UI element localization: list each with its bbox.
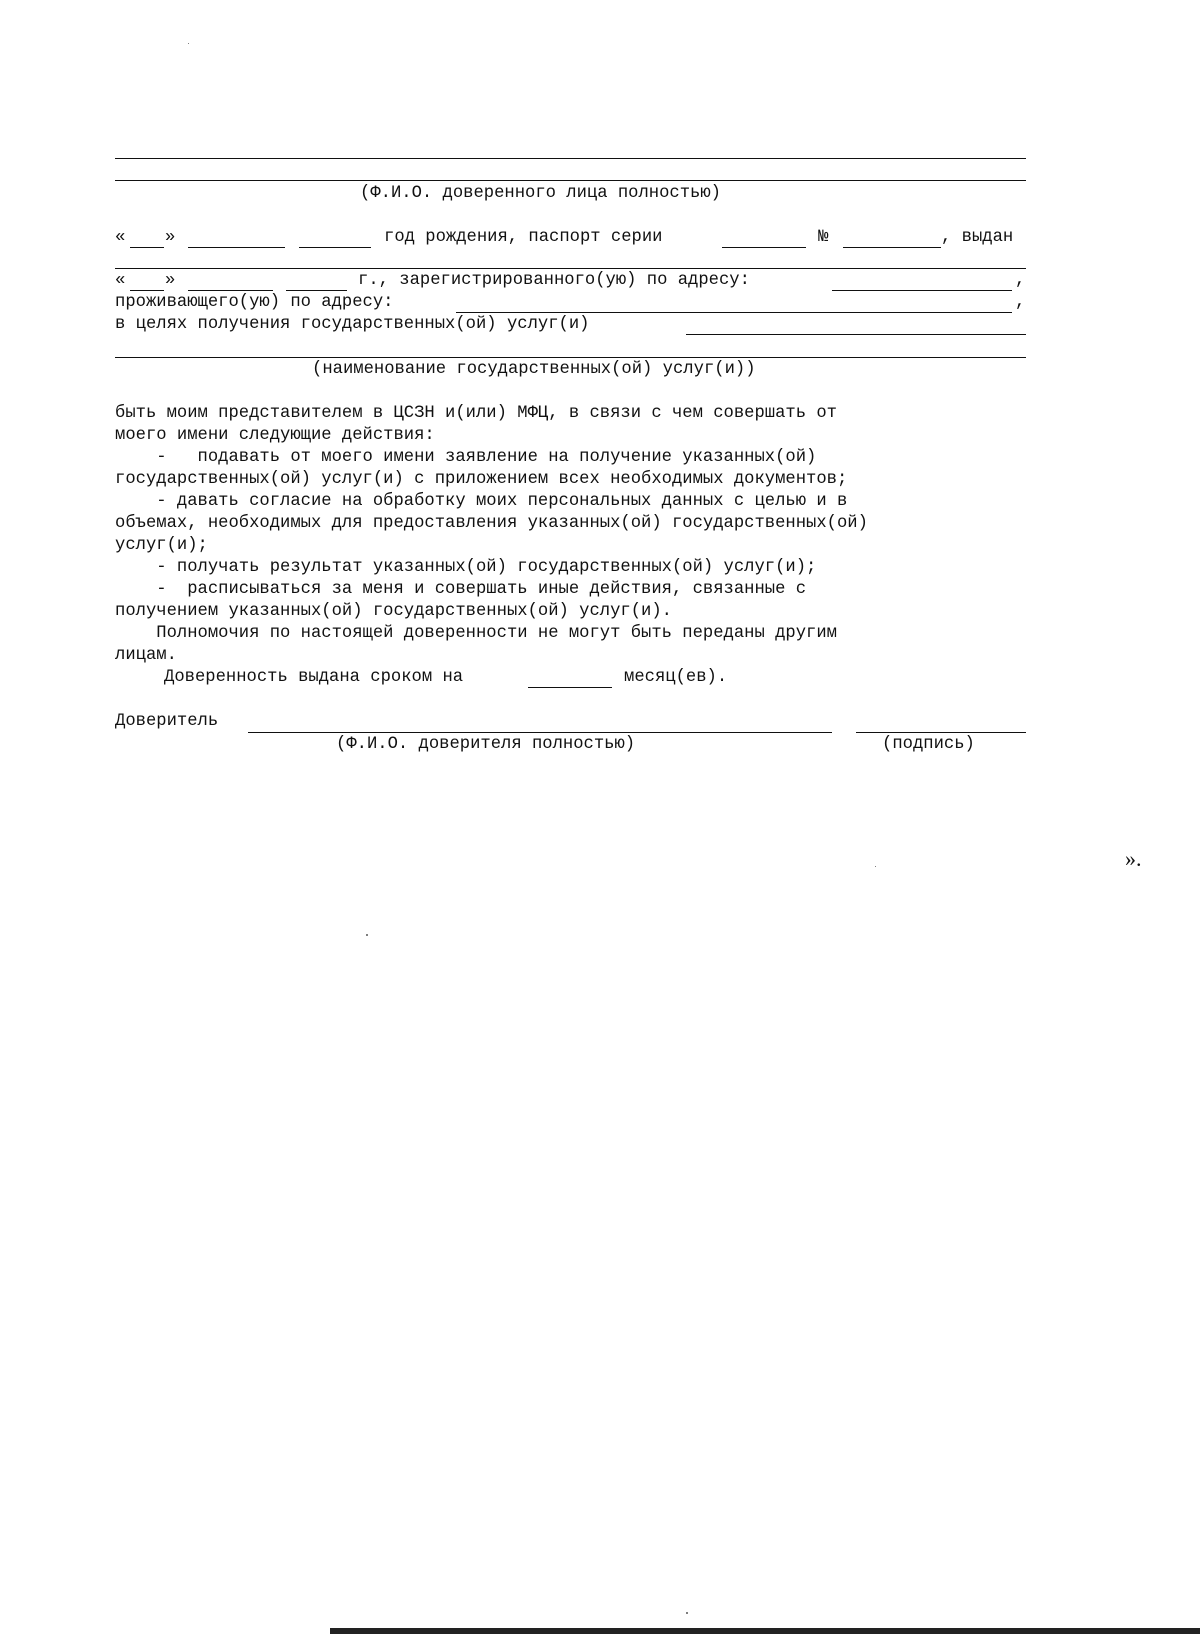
registration-text: г., зарегистрированного(ую) по адресу: [358,271,750,290]
number-sign: № [818,228,829,247]
row1-month-blank[interactable] [188,247,285,248]
services-name-line[interactable] [115,357,1026,358]
residence-address-blank[interactable] [456,312,1012,313]
trustee-name-line-2[interactable] [115,180,1026,181]
row2-comma: , [1015,271,1026,290]
body-line-5: - давать согласие на обработку моих персональных данных с целью и в [115,492,848,511]
signature-caption: (подпись) [882,735,975,754]
principal-caption: (Ф.И.О. доверителя полностью) [336,735,636,754]
trustee-name-line-1[interactable] [115,158,1026,159]
body-line-4: государственных(ой) услуг(и) с приложением всех необходимых документов; [115,470,848,489]
row2-day-blank[interactable] [130,290,164,291]
scan-speck [188,43,189,44]
body-line-8: - получать результат указанных(ой) государственных(ой) услуг(и); [115,558,817,577]
services-caption: (наименование государственных(ой) услуг(и)) [312,360,756,379]
purpose-blank[interactable] [686,334,1026,335]
row2-month-blank[interactable] [188,290,273,291]
row3-comma: , [1015,293,1026,312]
body-line-1: быть моим представителем в ЦСЗН и(или) МФЦ, в связи с чем совершать от [115,404,837,423]
row2-year-blank[interactable] [286,290,347,291]
issued-text: , выдан [941,228,1014,247]
purpose-text: в целях получения государственных(ой) услуг(и) [115,315,590,334]
passport-number-blank[interactable] [843,247,941,248]
body-line-2: моего имени следующие действия: [115,426,435,445]
signature-blank[interactable] [856,732,1026,733]
body-line-6: объемах, необходимых для предоставления указанных(ой) государственных(ой) [115,514,868,533]
issued-by-line[interactable] [115,268,1026,269]
principal-label: Доверитель [115,712,219,731]
registration-address-blank[interactable] [832,290,1012,291]
body-line-3: - подавать от моего имени заявление на получение указанных(ой) [115,448,817,467]
principal-name-blank[interactable] [248,732,832,733]
term-text-after: месяц(ев). [624,668,728,687]
scan-speck [686,1612,688,1614]
row1-birth-text: год рождения, паспорт серии [384,228,663,247]
closing-quote: ». [1125,846,1142,871]
scan-speck [366,934,368,936]
row1-day-blank[interactable] [130,247,164,248]
residence-text: проживающего(ую) по адресу: [115,293,394,312]
row2-quote-open: « [115,271,126,290]
body-line-9: - расписываться за меня и совершать иные действия, связанные с [115,580,807,599]
row1-year-blank[interactable] [299,247,371,248]
trustee-caption: (Ф.И.О. доверенного лица полностью) [360,184,721,203]
passport-series-blank[interactable] [722,247,806,248]
scan-edge-bar [330,1628,1200,1634]
term-text-before: Доверенность выдана сроком на [164,668,464,687]
body-line-11: Полномочия по настоящей доверенности не могут быть переданы другим [115,624,837,643]
body-line-10: получением указанных(ой) государственных(ой) услуг(и). [115,602,672,621]
scan-speck [875,866,876,867]
body-line-7: услуг(и); [115,536,208,555]
body-line-12: лицам. [115,646,177,665]
row2-quote-close: » [165,271,176,290]
term-months-blank[interactable] [528,687,612,688]
row1-quote-close: » [165,228,176,247]
row1-quote-open: « [115,228,126,247]
